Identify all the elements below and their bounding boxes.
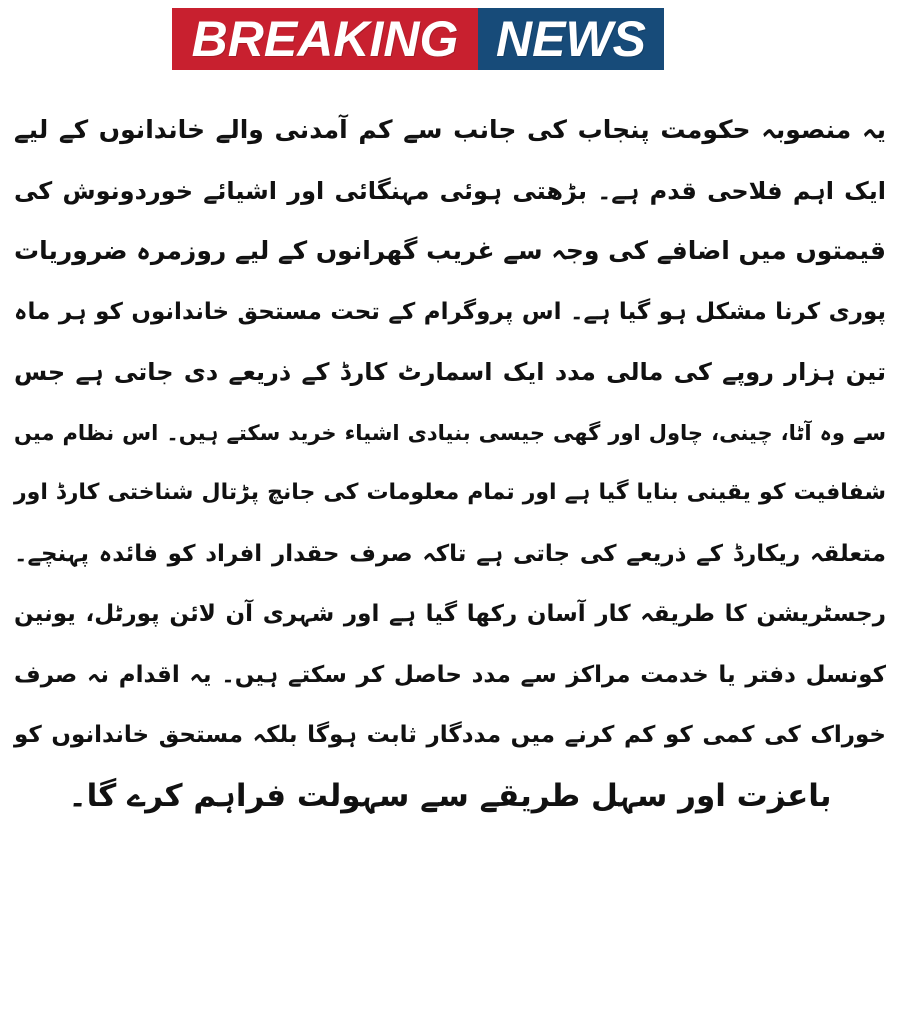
article-line: سے وہ آٹا، چینی، چاول اور گھی جیسی بنیادی اشیاء خرید سکتے ہیں۔ اس نظام میں <box>14 420 886 445</box>
article-line: رجسٹریشن کا طریقہ کار آسان رکھا گیا ہے اور شہری آن لائن پورٹل، یونین <box>14 601 886 627</box>
article-line: تین ہزار روپے کی مالی مدد ایک اسمارٹ کارڈ کے ذریعے دی جاتی ہے جس <box>14 358 886 386</box>
article-line: کونسل دفتر یا خدمت مراکز سے مدد حاصل کر سکتے ہیں۔ یہ اقدام نہ صرف <box>14 661 886 688</box>
breaking-news-banner <box>172 8 664 70</box>
article-line: قیمتوں میں اضافے کی وجہ سے غریب گھرانوں کے لیے روزمرہ ضروریات <box>14 236 886 265</box>
article-line: باعزت اور سہل طریقے سے سہولت فراہم کرے گا۔ <box>68 777 832 814</box>
breaking-label: BREAKING <box>172 8 478 70</box>
article-body <box>10 100 890 826</box>
article-line: پوری کرنا مشکل ہو گیا ہے۔ اس پروگرام کے تحت مستحق خاندانوں کو ہر ماہ <box>14 298 886 325</box>
article-line: یہ منصوبہ حکومت پنجاب کی جانب سے کم آمدنی والے خاندانوں کے لیے <box>14 115 886 144</box>
news-label: NEWS <box>478 8 664 70</box>
article-line: شفافیت کو یقینی بنایا گیا ہے اور تمام معلومات کی جانچ پڑتال شناختی کارڈ اور <box>14 480 886 505</box>
article-line: متعلقہ ریکارڈ کے ذریعے کی جاتی ہے تاکہ صرف حقدار افراد کو فائدہ پہنچے۔ <box>14 540 886 567</box>
article-line: خوراک کی کمی کو کم کرنے میں مددگار ثابت ہوگا بلکہ مستحق خاندانوں کو <box>14 722 886 748</box>
article-line: ایک اہم فلاحی قدم ہے۔ بڑھتی ہوئی مہنگائی اور اشیائے خوردونوش کی <box>14 176 886 205</box>
